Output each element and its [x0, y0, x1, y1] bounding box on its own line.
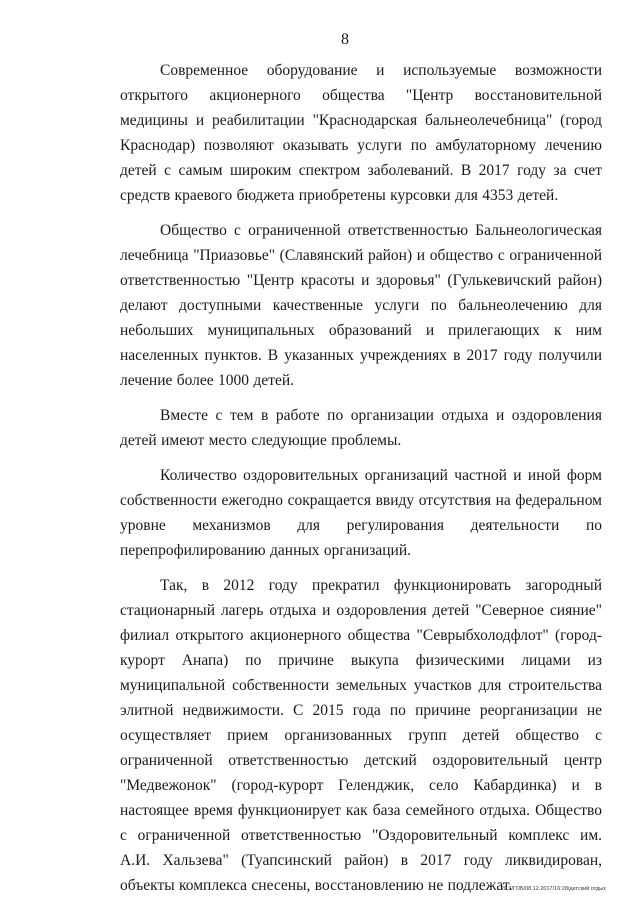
paragraph-private-organizations: Количество оздоровительных организаций частной и иной форм собственности ежегодно сокращается ввиду отсутствия на федеральном уровне механизмов для регулирования деятельности по перепрофилированию данных организаций. — [120, 467, 602, 559]
document-body — [120, 58, 602, 908]
paragraph-closed-camps: Так, в 2012 году прекратил функционировать загородный стационарный лагерь отдыха и оздоровления детей "Северное сияние" филиал открытого акционерного общества "Севрыбхолодфлот" (город-курорт Анапа) по причине выкупа физическими лицами из муниципальной собственности земельных участков для строительства элитной недвижимости. С 2015 года по причине реорганизации не осуществляет прием организованных групп детей общество с ограниченной ответственностью детский оздоровительный центр "Медвежонок" (город-курорт Геленджик, село Кабардинка) и в настоящее время функционирует как база семейного отдыха. Общество с ограниченной ответственностью "Оздоровительный комплекс им. А.И. Хальзева" (Туапсинский район) в 2017 году ликвидирован, объекты комплекса снесены, восстановлению не подлежат. — [120, 577, 602, 894]
page-number: 8 — [341, 31, 349, 48]
footer-file-stamp: 20.3/ГОБ/08.12.2017/16:28/детский отдых — [500, 886, 606, 892]
paragraph-problems-intro: Вместе с тем в работе по организации отдыха и оздоровления детей имеют место следующие проблемы. — [120, 407, 602, 449]
paragraph-balneo-clinic: Современное оборудование и используемые возможности открытого акционерного общества "Центр восстановительной медицины и реабилитации "Краснодарская бальнеолечебница" (город Краснодар) позволяют оказывать услуги по амбулаторному лечению детей с самым широким спектром заболеваний. В 2017 году за счет средств краевого бюджета приобретены курсовки для 4353 детей. — [120, 62, 602, 204]
paragraph-llc-services: Общество с ограниченной ответственностью Бальнеологическая лечебница "Приазовье" (Славянский район) и общество с ограниченной ответственностью "Центр красоты и здоровья" (Гулькевичский район) делают доступными качественные услуги по бальнеолечению для небольших муниципальных образований и прилегающих к ним населенных пунктов. В указанных учреждениях в 2017 году получили лечение более 1000 детей. — [120, 222, 602, 389]
